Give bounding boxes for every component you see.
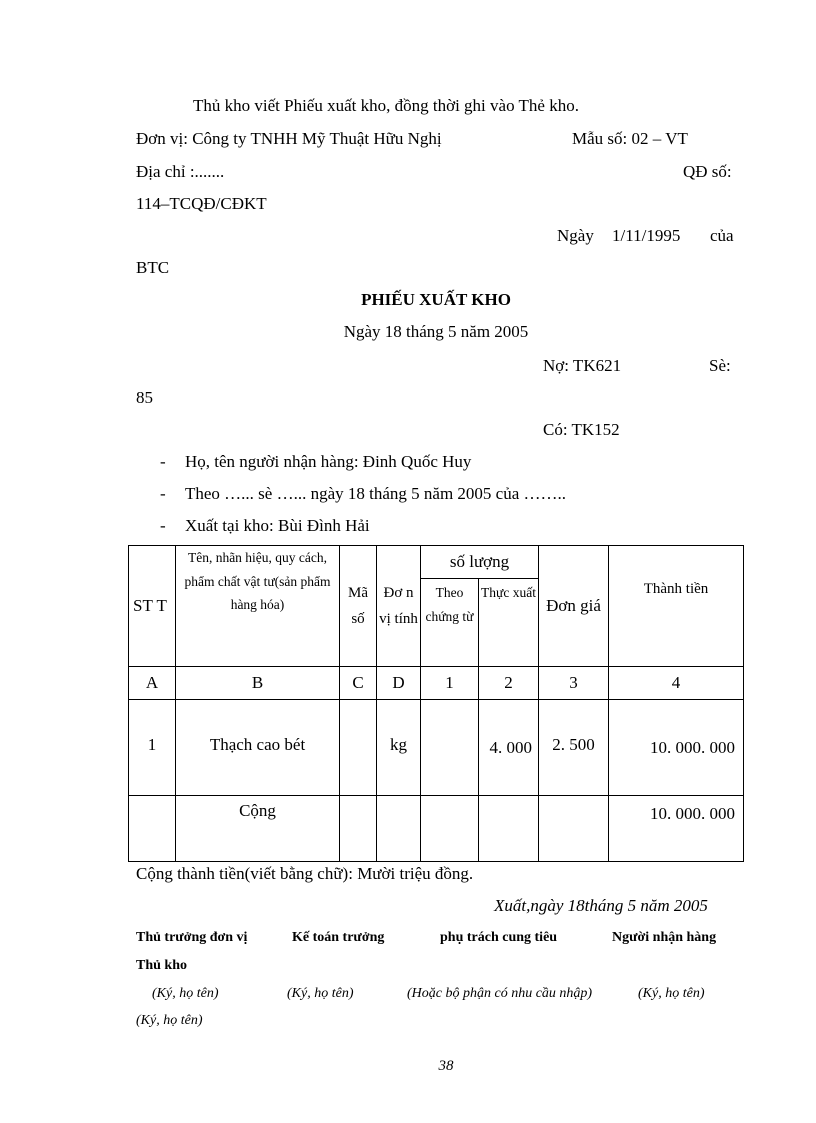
voucher-number: 85	[136, 388, 153, 407]
page-number: 38	[438, 1058, 454, 1074]
bullet-dash: -	[160, 516, 166, 535]
bullet-dash: -	[160, 484, 166, 503]
row-amount: 10. 000. 000	[609, 700, 744, 796]
warehouse-line: Xuất tại kho: Bùi Đình Hải	[185, 516, 370, 535]
total-empty-cell	[539, 796, 609, 862]
row-code	[340, 700, 377, 796]
row-unit: kg	[377, 700, 421, 796]
signature-note-storekeeper: (Ký, họ tên)	[136, 1013, 203, 1028]
credit-account: Có: TK152	[543, 420, 620, 439]
col-code-a: A	[129, 667, 176, 700]
amount-in-words: Cộng thành tiền(viết bằng chữ): Mười triệu đồng.	[136, 864, 474, 883]
row-qty-by-document	[421, 700, 479, 796]
row-item-name: Thạch cao bét	[176, 700, 340, 796]
header-code: Mã số	[340, 546, 377, 667]
document-date: Ngày 18 tháng 5 năm 2005	[343, 322, 529, 341]
col-code-4: 4	[609, 667, 744, 700]
decision-date: 1/11/1995	[612, 226, 681, 245]
row-unit-price: 2. 500	[539, 700, 609, 796]
total-empty-cell	[129, 796, 176, 862]
col-code-b: B	[176, 667, 340, 700]
header-item-name: Tên, nhãn hiệu, quy cách, phẩm chất vật tư(sản phẩm hàng hóa)	[176, 546, 340, 667]
signature-role-chief-accountant: Kế toán trưởng	[292, 930, 385, 945]
row-stt: 1	[129, 700, 176, 796]
form-number: Mẫu số: 02 – VT	[572, 129, 688, 148]
decision-number: 114–TCQĐ/CĐKT	[136, 194, 267, 213]
total-empty-cell	[377, 796, 421, 862]
decision-issuer: BTC	[136, 258, 170, 277]
signature-note-supply-manager: (Hoặc bộ phận có nhu cầu nhập)	[407, 986, 593, 1001]
unit-line: Đơn vị: Công ty TNHH Mỹ Thuật Hữu Nghị	[136, 129, 442, 148]
document-title: PHIẾU XUẤT KHO	[361, 290, 511, 309]
total-empty-cell	[421, 796, 479, 862]
total-empty-cell	[340, 796, 377, 862]
header-qty-by-document: Theo chứng từ	[421, 579, 479, 667]
bullet-dash: -	[160, 452, 166, 471]
header-qty-actual: Thực xuất	[479, 579, 539, 667]
table-row	[129, 700, 744, 796]
signature-role-receiver: Người nhận hàng	[612, 930, 717, 945]
total-label: Cộng	[176, 796, 340, 862]
decision-of: của	[710, 226, 734, 245]
signature-role-storekeeper: Thủ kho	[136, 958, 187, 973]
goods-issue-table	[128, 545, 744, 862]
address-line: Địa chỉ :.......	[136, 162, 225, 181]
total-row	[129, 796, 744, 862]
signature-note-chief-accountant: (Ký, họ tên)	[287, 986, 354, 1001]
header-unit: Đơ n vị tính	[377, 546, 421, 667]
col-code-1: 1	[421, 667, 479, 700]
decision-label: QĐ số:	[683, 162, 732, 181]
signature-role-director: Thủ trưởng đơn vị	[136, 930, 248, 945]
header-quantity: số lượng	[421, 546, 539, 579]
col-code-3: 3	[539, 667, 609, 700]
signature-note-receiver: (Ký, họ tên)	[638, 986, 705, 1001]
col-code-d: D	[377, 667, 421, 700]
header-unit-price: Đơn giá	[539, 546, 609, 667]
voucher-number-label: Sè:	[709, 356, 731, 375]
place-date: Xuất,ngày 18tháng 5 năm 2005	[494, 896, 708, 915]
col-code-c: C	[340, 667, 377, 700]
signature-note-director: (Ký, họ tên)	[152, 986, 219, 1001]
total-empty-cell	[479, 796, 539, 862]
total-amount: 10. 000. 000	[609, 796, 744, 862]
decision-date-label: Ngày	[557, 226, 594, 245]
row-qty-actual: 4. 000	[479, 700, 539, 796]
reference-line: Theo …... sè …... ngày 18 tháng 5 năm 2005 của ……..	[185, 484, 567, 503]
signature-role-supply-manager: phụ trách cung tiêu	[440, 930, 558, 945]
debit-account: Nợ: TK621	[543, 356, 622, 375]
col-code-2: 2	[479, 667, 539, 700]
intro-text: Thủ kho viết Phiếu xuất kho, đồng thời ghi vào Thẻ kho.	[193, 96, 579, 115]
header-stt: ST T	[129, 546, 176, 667]
header-amount: Thành tiền	[609, 546, 744, 667]
receiver-line: Họ, tên người nhận hàng: Đinh Quốc Huy	[185, 452, 472, 471]
